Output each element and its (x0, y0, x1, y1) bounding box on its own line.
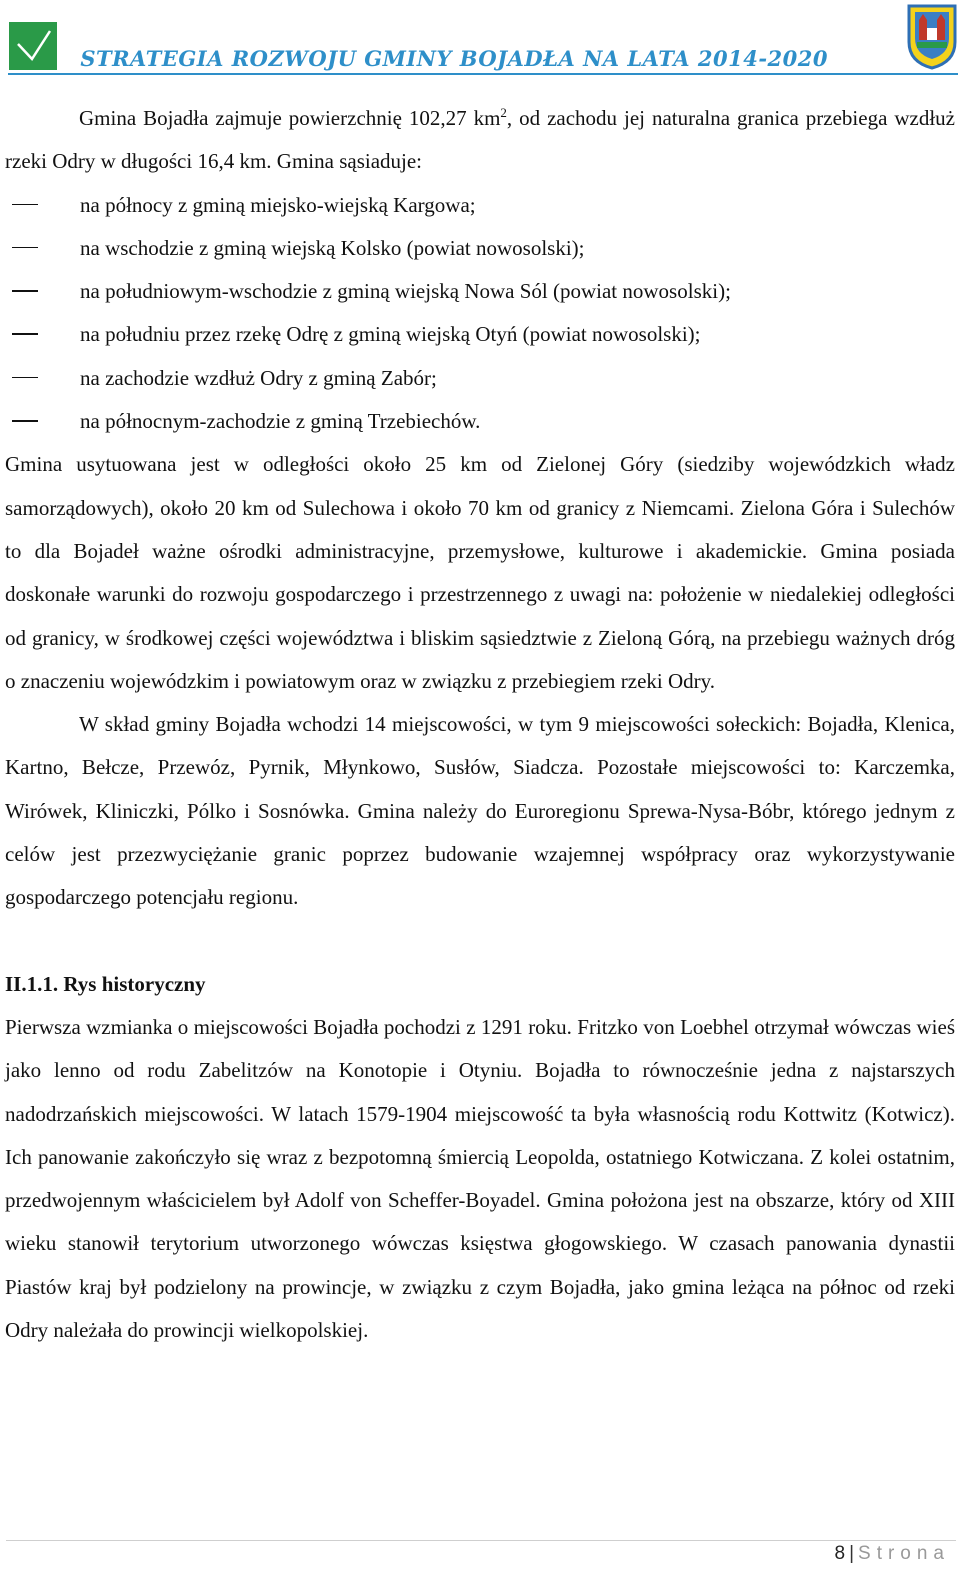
dash-bullet-icon (12, 333, 38, 335)
footer-divider (6, 1540, 956, 1541)
page-footer (835, 1543, 951, 1565)
list-item (5, 400, 955, 443)
page-content (5, 97, 955, 1352)
composition-paragraph: W skład gminy Bojadła wchodzi 14 miejscowości, w tym 9 miejscowości sołeckich: Bojadła, Klenica, Kartno, Bełcze, Przewóz, Pyrnik, Młynkowo, Susłów, Siadcza. Pozostałe miejscowości to: Karczemka, Wirówek, Kliniczki, Pólko i Sosnówka. Gmina należy do Euroregionu Sprewa-Nysa-Bóbr, którego jednym z celów jest przezwyciężanie granic poprzez budowanie wzajemnej współpracy oraz wykorzystywanie gospodarczego potencjału regionu. (5, 712, 955, 910)
dash-bullet-icon (12, 290, 38, 292)
footer-separator: | (849, 1543, 855, 1564)
intro-paragraph (5, 97, 955, 184)
list-item-text: na południowym-wschodzie z gminą wiejską Nowa Sól (powiat nowosolski); (80, 279, 731, 304)
dash-bullet-icon (12, 420, 38, 422)
list-item-text: na zachodzie wzdłuż Odry z gminą Zabór; (80, 365, 437, 390)
intro-text-end: , od zachodu jej naturalna granica przebiega wzdłuż rzeki Odry w długości 16,4 km. Gmina sąsiaduje: (5, 106, 955, 174)
page-number: 8 (834, 1543, 846, 1564)
page-header (0, 0, 960, 80)
dash-bullet-icon (12, 204, 38, 206)
superscript: 2 (500, 105, 507, 120)
section-heading: II.1.1. Rys historyczny (5, 971, 206, 996)
location-paragraph: Gmina usytuowana jest w odległości około 25 km od Zielonej Góry (siedziby wojewódzkich władz samorządowych), około 20 km od Sulechowa i około 70 km od granicy z Niemcami. Zielona Góra i Sulechów to dla Bojadeł ważne ośrodki administracyjne, przemysłowe, kulturowe i akademickie. Gmina posiada doskonałe warunki do rozwoju gospodarczego i przestrzennego z uwagi na: położenie w niedalekiej odległości od granicy, w środkowej części województwa i bliskim sąsiedztwie z Zieloną Górą, na przebiegu ważnych dróg o znaczeniu wojewódzkim i powiatowym oraz w związku z przebiegiem rzeki Odry. (5, 452, 955, 693)
history-paragraph: Pierwsza wzmianka o miejscowości Bojadła pochodzi z 1291 roku. Fritzko von Loebhel otrzymał wówczas wieś jako lenno od rodu Zabelitzów na Konotopie i Otyniu. Bojadła to równocześnie jedna z najstarszych nadodrzańskich miejscowości. W latach 1579-1904 miejscowość ta była własnością rodu Kottwitz (Kotwicz). Ich panowanie zakończyło się wraz z bezpotomną śmiercią Leopolda, ostatniego Kotwiczana. Z kolei ostatnim, przedwojennym właścicielem był Adolf von Scheffer-Boyadel. Gmina położona jest na obszarze, który od XIII wieku stanowił terytorium utworzonego wówczas księstwa głogowskiego. W czasach panowania dynastii Piastów kraj był podzielony na prowincje, w związku z czym Bojadła, jako gmina leżąca na północ od rzeki Odry należała do prowincji wielkopolskiej. (5, 1014, 955, 1343)
dash-bullet-icon (12, 247, 38, 249)
list-item-text: na północnym-zachodzie z gminą Trzebiechów. (80, 409, 481, 434)
document-title: STRATEGIA ROZWOJU GMINY BOJADŁA NA LATA 2014-2020 (80, 46, 828, 71)
list-item-text: na południu przez rzekę Odrę z gminą wiejską Otyń (powiat nowosolski); (80, 322, 701, 347)
list-item (5, 270, 955, 313)
spacer (5, 920, 955, 963)
list-item-text: na północy z gminą miejsko-wiejską Kargowa; (80, 192, 476, 217)
coat-of-arms-icon (905, 2, 959, 70)
page-label: Strona (858, 1543, 950, 1564)
list-item (5, 357, 955, 400)
header-divider (8, 73, 958, 75)
green-checkmark-logo-icon (9, 22, 57, 70)
list-item-text: na wschodzie z gminą wiejską Kolsko (powiat nowosolski); (80, 235, 585, 260)
list-item (5, 227, 955, 270)
list-item (5, 184, 955, 227)
list-item (5, 313, 955, 356)
dash-bullet-icon (12, 377, 38, 379)
intro-text-start: Gmina Bojadła zajmuje powierzchnię 102,27 km (79, 106, 501, 130)
neighbors-list (5, 184, 955, 444)
